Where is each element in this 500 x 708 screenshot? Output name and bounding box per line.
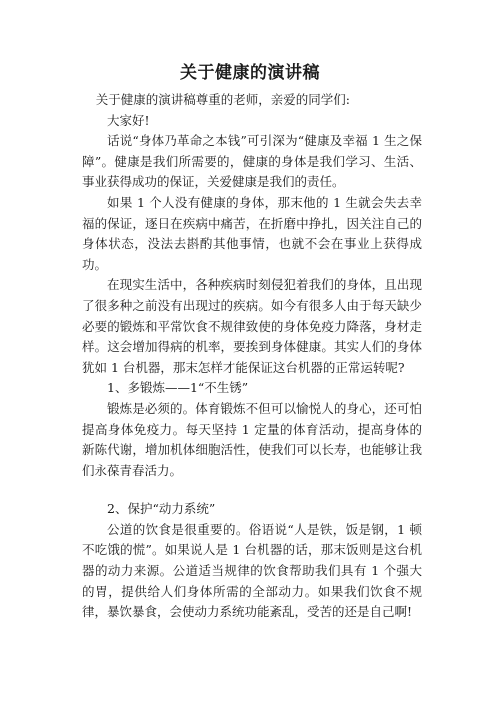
paragraph-reality: 在现实生活中，各种疾病时刻侵犯着我们的身体，且出现了很多种之前没有出现过的疾病。如今有很多人由于每天缺少必要的锻炼和平常饮食不规律致使的身体免疫力降落，身材走样。这会增加得病的机率，要挨到身体健康。其实人们的身体犹如 1 台机器，那末怎样才能保证这台机器的正常运转呢? xyxy=(82,277,422,375)
paragraph-gap xyxy=(82,481,422,499)
section-heading-exercise: 1、多锻炼——1“不生锈” xyxy=(107,380,249,396)
paragraph-exercise: 锻炼是必须的。体育锻炼不但可以愉悦人的身心，还可怕提高身体免疫力。每天坚持 1 定量的体育活动，提高身体的新陈代谢，增加机体细胞活性，使我们可以长寿，也能够让我们永葆青春活力。 xyxy=(82,400,422,478)
paragraph-intro: 话说“身体乃革命之本钱”可引深为“健康及幸福 1 生之保障”。健康是我们所需要的，健康的身体是我们学习、生活、事业获得成功的保证，关爱健康是我们的责任。 xyxy=(82,133,422,190)
salutation: 大家好! xyxy=(107,112,150,128)
paragraph-diet: 公道的饮食是很重要的。俗语说“人是铁，饭是钢，1 顿不吃饿的慌”。如果说人是 1 台机器的话，那末饭则是这台机器的动力来源。公道适当规律的饮食帮助我们具有 1 个强大的胃，提供给人们身体所需的全部动力。如果我们饮食不规律，暴饮暴食，会使动力系统功能紊乱，受苦的还是自己啊! xyxy=(82,521,422,620)
document-body xyxy=(82,90,422,623)
paragraph-health-importance: 如果 1 个人没有健康的身体，那末他的 1 生就会失去幸福的保证，逐日在疾病中痛苦，在折磨中挣扎，因关注自己的身体状态，没法去斟酌其他事情，也就不会在事业上获得成功。 xyxy=(82,194,422,272)
greeting-line: 关于健康的演讲稿尊重的老师，亲爱的同学们: xyxy=(95,92,350,107)
section-heading-power-system: 2、保护“动力系统” xyxy=(107,501,216,517)
document-title: 关于健康的演讲稿 xyxy=(180,63,320,83)
